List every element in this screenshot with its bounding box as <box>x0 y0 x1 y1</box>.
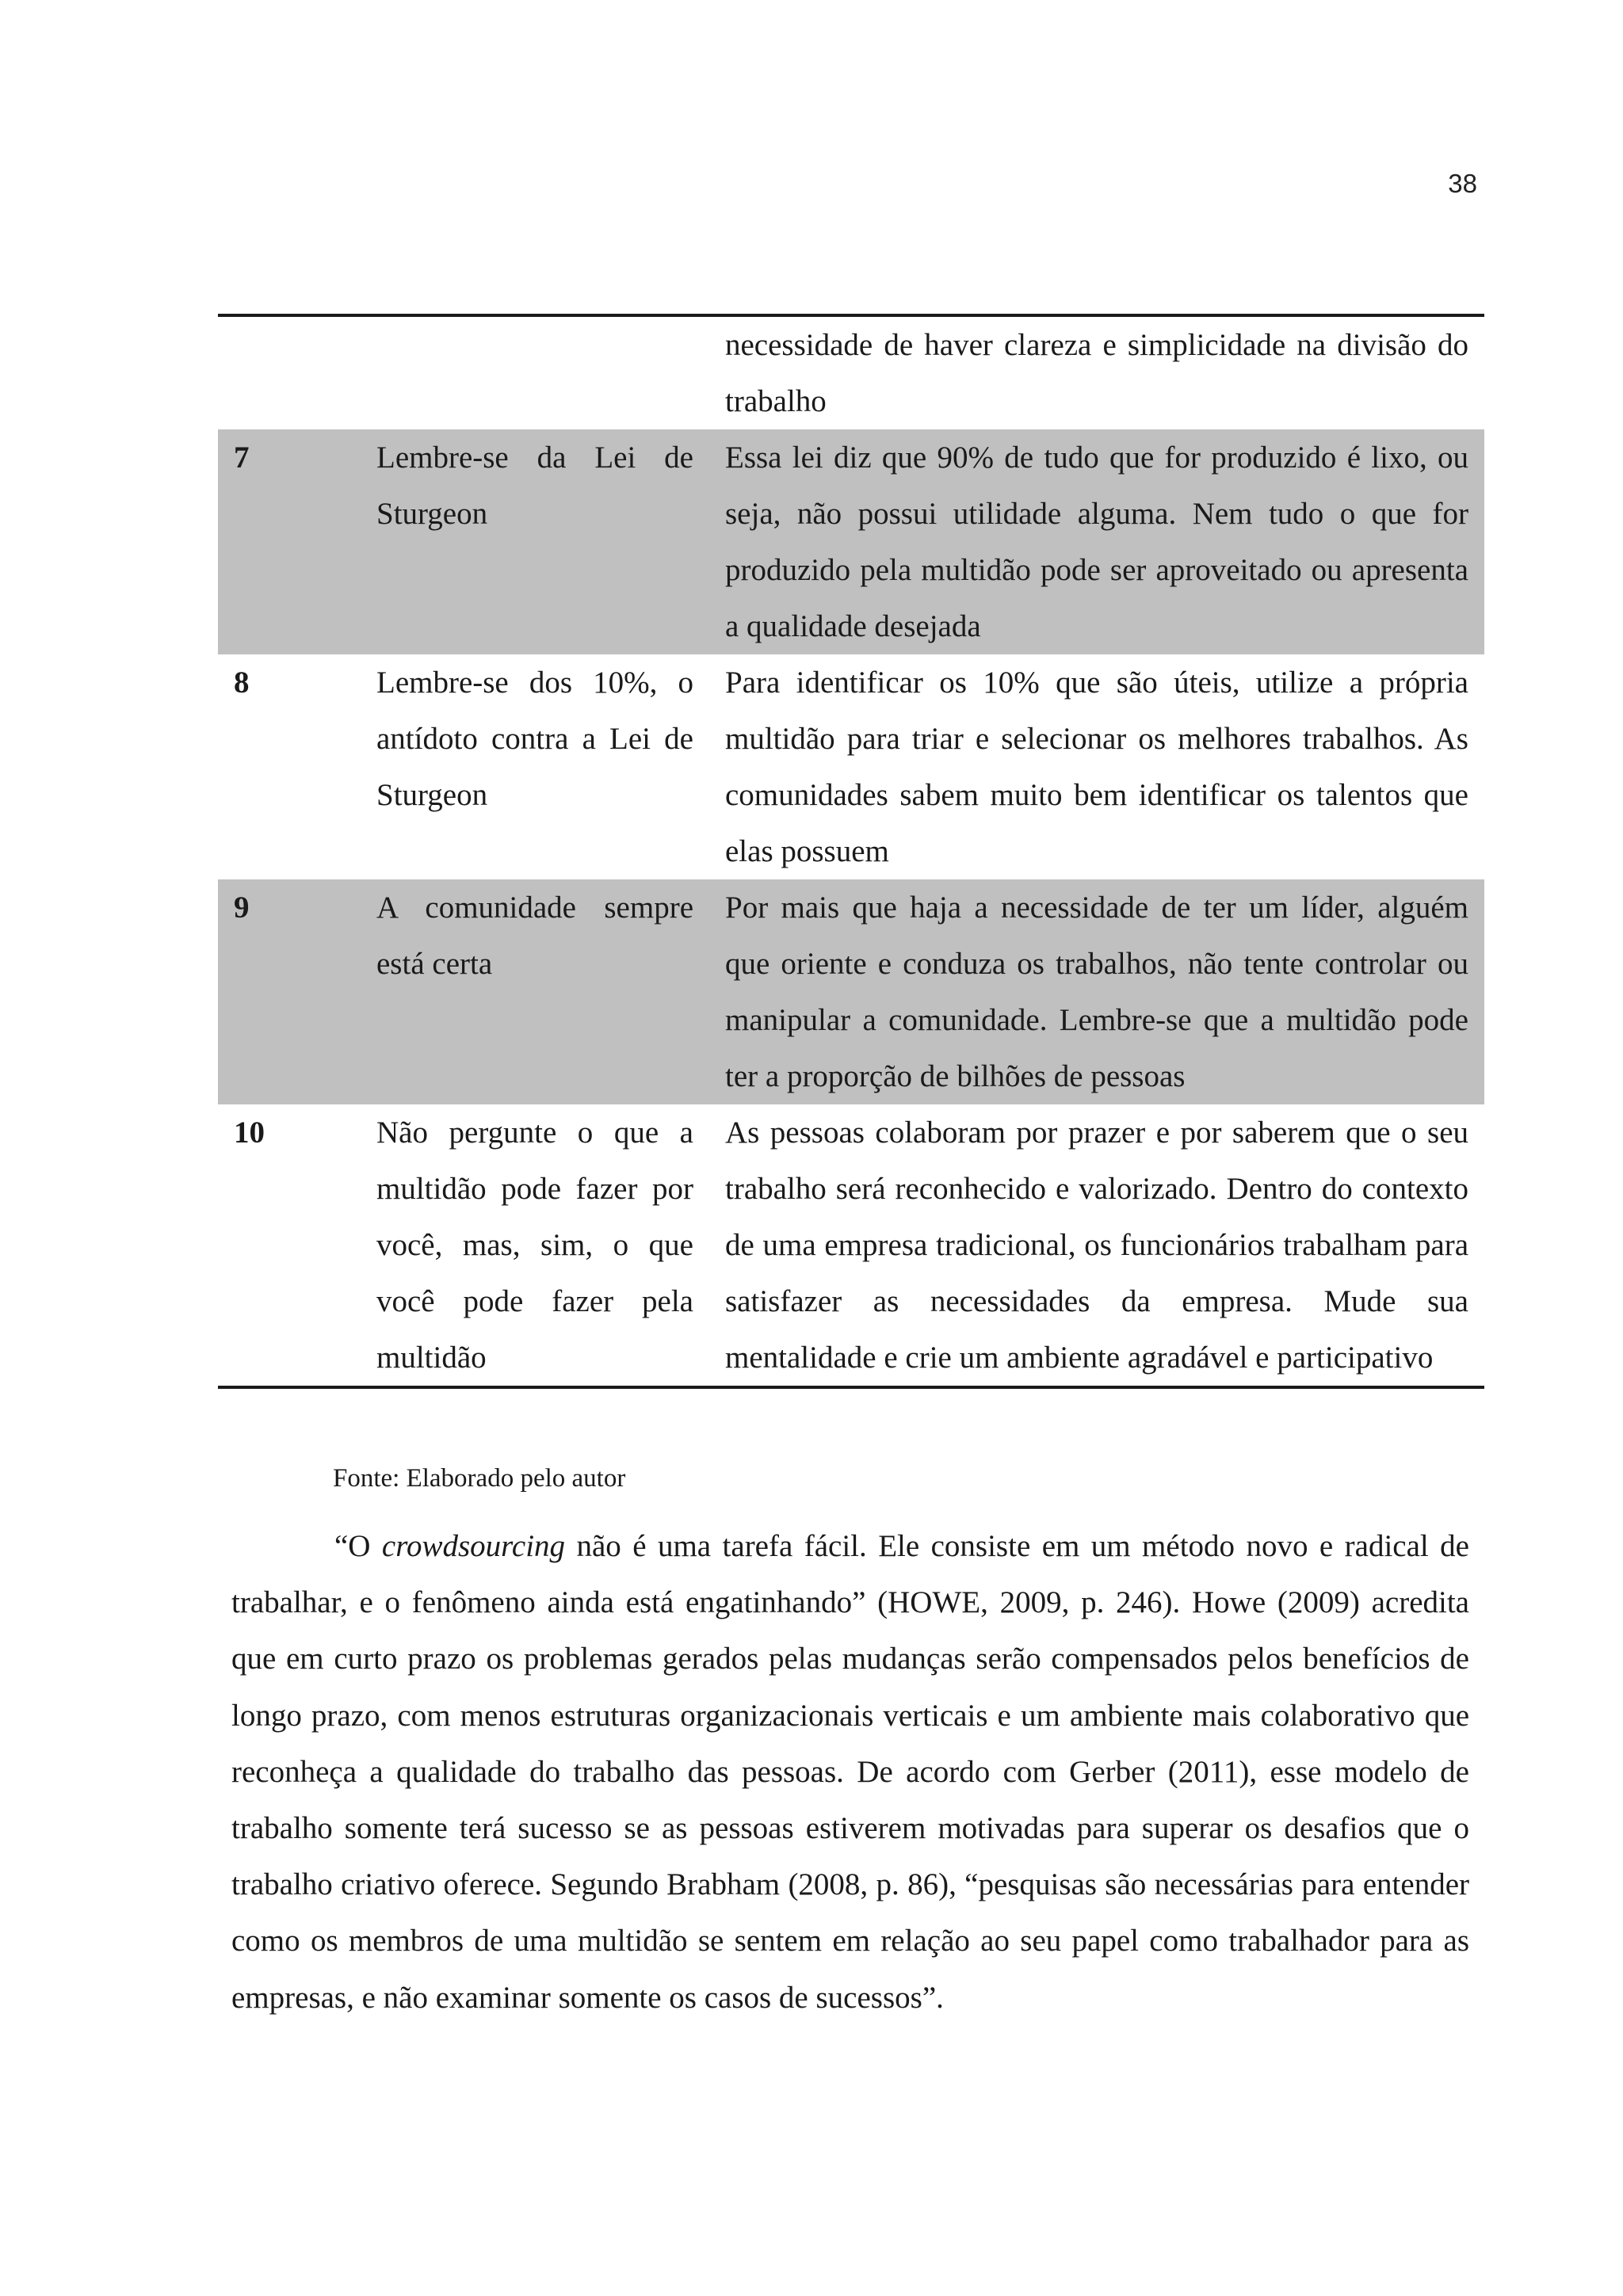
description-cell: necessidade de haver clareza e simplicidade na divisão do trabalho <box>725 328 1468 418</box>
row-number-cell: 10 <box>234 1116 265 1150</box>
rules-table <box>218 314 1484 1389</box>
row-number-cell: 7 <box>218 429 367 654</box>
table-row-continuation <box>218 315 1484 429</box>
table-row <box>218 879 1484 1104</box>
description-cell: Essa lei diz que 90% de tudo que for produzido é lixo, ou seja, não possui utilidade alguma. Nem tudo o que for produzido pela multidão pode ser aproveitado ou apresenta a qualidade desejada <box>708 429 1484 654</box>
row-number-cell: 8 <box>234 666 250 700</box>
row-number-cell: 9 <box>218 879 367 1104</box>
paragraph-text: não é uma tarefa fácil. Ele consiste em um método novo e radical de trabalhar, e o fenômeno ainda está engatinhando” (HOWE, 2009, p. 246). Howe (2009) acredita que em curto prazo os problemas gerados pelas mudanças serão compensados pelos benefícios de longo prazo, com menos estruturas organizacionais verticais e um ambiente mais colaborativo que reconheça a qualidade do trabalho das pessoas. De acordo com Gerber (2011), esse modelo de trabalho somente terá sucesso se as pessoas estiverem motivadas para superar os desafios que o trabalho criativo oferece. Segundo Brabham (2008, p. 86), “pesquisas são necessárias para entender como os membros de uma multidão se sentem em relação ao seu papel como trabalhador para as empresas, e não examinar somente os casos de sucessos”. <box>231 1529 1469 2015</box>
italic-term: crowdsourcing <box>381 1529 566 1563</box>
table-row <box>218 429 1484 654</box>
table-row <box>218 654 1484 879</box>
rule-cell: Não pergunte o que a multidão pode fazer por você, mas, sim, o que você pode fazer pela multidão <box>376 1116 693 1375</box>
row-number-cell <box>218 315 367 429</box>
rule-cell <box>367 315 708 429</box>
rule-cell: Lembre-se da Lei de Sturgeon <box>367 429 708 654</box>
description-cell: Por mais que haja a necessidade de ter um líder, alguém que oriente e conduza os trabalhos, não tente controlar ou manipular a comunidade. Lembre-se que a multidão pode ter a proporção de bilhões de pessoas <box>708 879 1484 1104</box>
table-row <box>218 1104 1484 1387</box>
page-number: 38 <box>1448 169 1477 198</box>
rule-cell: Lembre-se dos 10%, o antídoto contra a Lei de Sturgeon <box>376 666 693 812</box>
description-cell: Para identificar os 10% que são úteis, utilize a própria multidão para triar e selecionar os melhores trabalhos. As comunidades sabem muito bem identificar os talentos que elas possuem <box>725 666 1468 868</box>
rule-cell: A comunidade sempre está certa <box>367 879 708 1104</box>
description-cell: As pessoas colaboram por prazer e por saberem que o seu trabalho será reconhecido e valorizado. Dentro do contexto de uma empresa tradicional, os funcionários trabalham para satisfazer as necessidades da empresa. Mude sua mentalidade e crie um ambiente agradável e participativo <box>725 1116 1468 1375</box>
paragraph-open-quote: “O <box>334 1529 382 1563</box>
body-paragraph <box>231 1518 1469 2026</box>
table-source-note: Fonte: Elaborado pelo autor <box>333 1464 626 1493</box>
